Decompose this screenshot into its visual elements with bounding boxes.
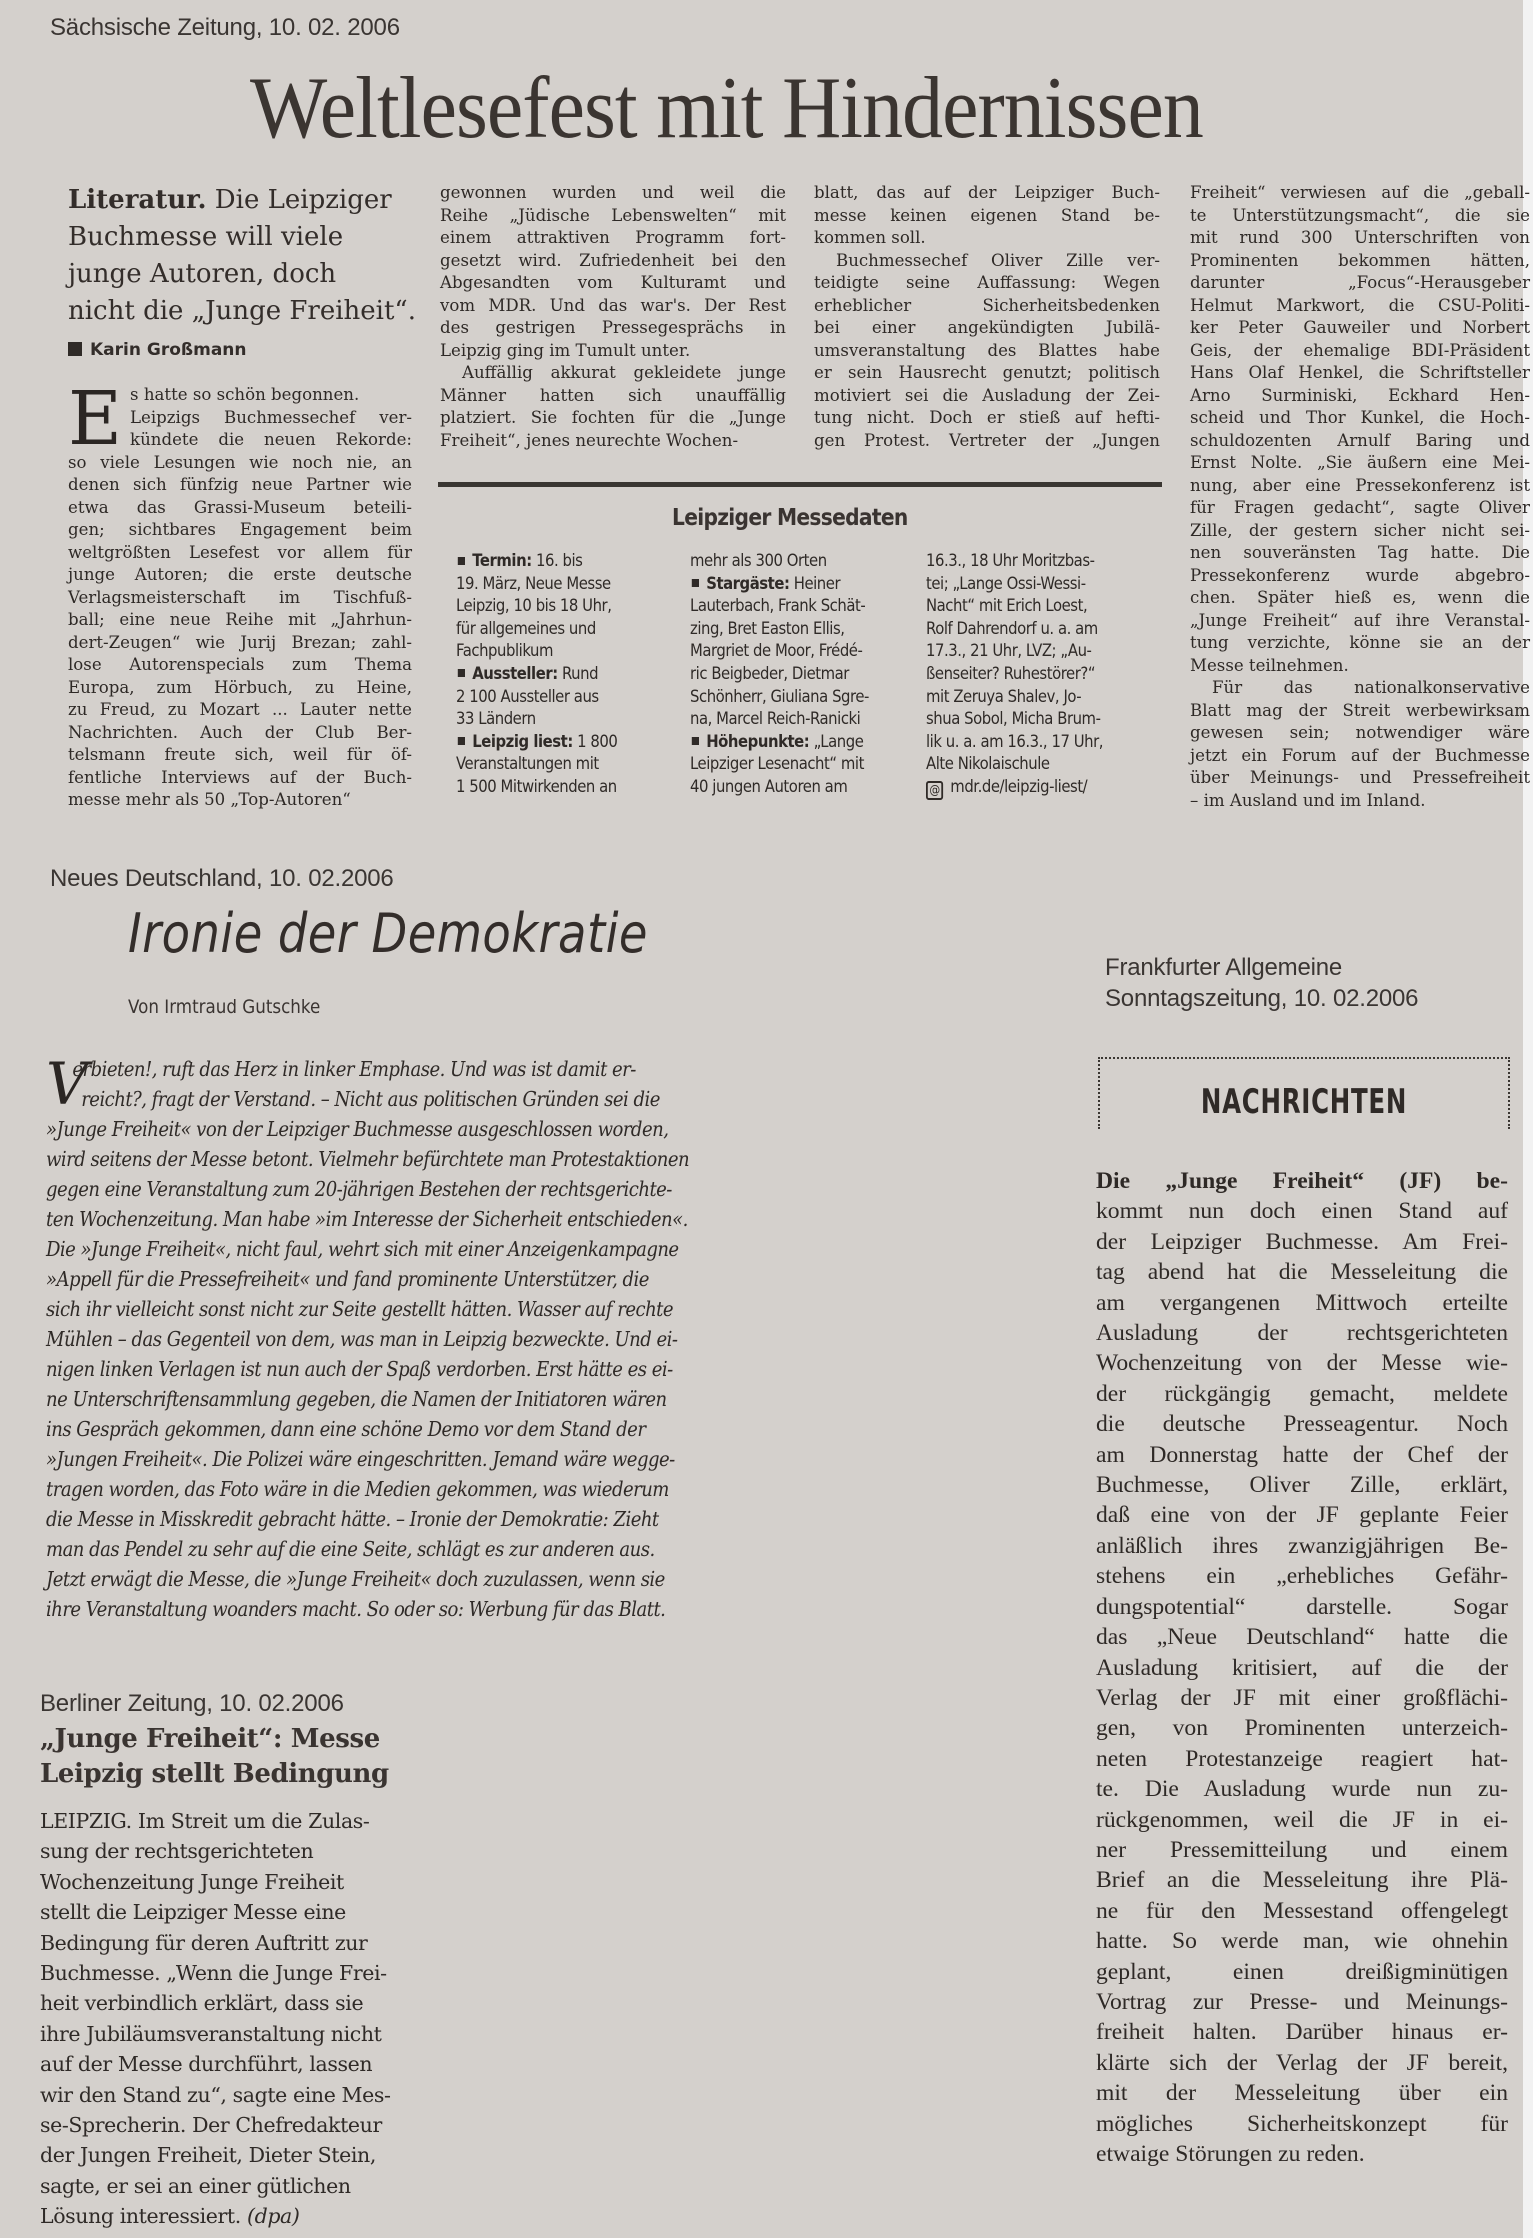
fact-key: Aussteller:: [472, 663, 558, 683]
fact-line: [926, 595, 1133, 618]
deck-kicker: Literatur.: [68, 185, 207, 215]
fact-line: [456, 753, 654, 776]
article-line: Leipzig ging im Tumult unter.: [440, 340, 691, 360]
article-line: Vortrag zur Presse- und Meinungs-: [1096, 1988, 1508, 2015]
fact-text: „Lange: [813, 731, 864, 751]
article-line: Prominenten bekommen hätten,: [1190, 250, 1530, 270]
article-line: bei einer angekündigten Jubilä-: [814, 318, 1160, 337]
article-line: Blatt mag der Streit werbewirksam: [1190, 700, 1530, 720]
fact-text: Rund: [561, 663, 599, 683]
fact-line: [690, 731, 897, 754]
fact-key: Stargäste:: [706, 573, 790, 593]
article-line: tag abend hat die Messeleitung die: [1096, 1259, 1508, 1286]
messedaten-column-3: [926, 550, 1133, 800]
article-line: nen souveränsten Tag hatte. Die: [1190, 543, 1530, 562]
article-line: Jetzt erwägt die Messe, die »Junge Freiheit« doch zuzulassen, wenn sie: [46, 1567, 665, 1591]
article-line: Arno Surminiski, Eckhard Hen-: [1190, 385, 1530, 405]
article-line: Freiheit“ verwiesen auf die „geball-: [1190, 183, 1530, 202]
article-line: lose Autorenspecials zum Thema: [68, 655, 412, 674]
article-line: te Unterstützungsmacht“, die sie: [1190, 205, 1530, 225]
article-line: kommt nun doch einen Stand auf: [1096, 1198, 1508, 1225]
article-line: „Junge Freiheit“ auf ihre Veranstal-: [1190, 610, 1530, 630]
article-line: mit der Messeleitung über ein: [1096, 2080, 1508, 2107]
article-line: gen, von Prominenten unterzeich-: [1096, 1715, 1508, 1742]
article-line: platziert. Sie fochten für die „Junge: [440, 408, 786, 427]
article-line: te. Die Ausladung wurde nun zu-: [1096, 1776, 1508, 1803]
article-line: nigen linken Verlagen ist nun auch der Spaß verdorben. Erst hätte es ei-: [46, 1357, 673, 1381]
fact-line: [926, 618, 1133, 641]
fact-text: 1 500 Mitwirkenden an: [456, 776, 617, 796]
byline-name: Karin Großmann: [90, 340, 247, 360]
fact-line: [456, 663, 654, 686]
sz-column-4: [1190, 182, 1530, 812]
fact-line: [456, 640, 654, 663]
article-line: sagte, er sei an einer gütlichen: [40, 2173, 351, 2198]
article-line: fentliche Interviews auf der Buch-: [68, 767, 412, 787]
article-line: hatte. So werde man, wie ohnehin: [1096, 1928, 1508, 1955]
fact-line: [690, 573, 897, 596]
sz-column-2: [440, 182, 786, 452]
article-line: blatt, das auf der Leipziger Buch-: [814, 183, 1160, 202]
article-line: Leipzigs Buchmessechef ver-: [130, 407, 412, 427]
article-line: »Junge Freiheit« von der Leipziger Buchmesse ausgeschlossen worden,: [46, 1117, 669, 1141]
article-line: motiviert sei die Ausladung der Zei-: [814, 385, 1160, 405]
web-link[interactable]: [926, 776, 1133, 800]
fact-text: shua Sobol, Micha Brum-: [926, 709, 1101, 729]
sz-column-3: [814, 182, 1160, 452]
article-line: se-Sprecherin. Der Chefredakteur: [40, 2113, 382, 2138]
article-line: ner Pressemitteilung und einem: [1096, 1836, 1508, 1863]
fact-line: [926, 573, 1133, 596]
fact-text: Leipziger Lesenacht“ mit: [690, 754, 864, 774]
fact-text: mit Zeruya Shalev, Jo-: [926, 686, 1082, 706]
article-line: junge Autoren; die erste deutsche: [68, 565, 412, 584]
article-line: auf der Messe durchführt, lassen: [40, 2052, 373, 2077]
headline-junge-freiheit: [40, 1722, 389, 1792]
dropcap-e: E: [68, 376, 123, 462]
article-line: mögliches Sicherheitskonzept für: [1096, 2110, 1508, 2137]
article-line: wird seitens der Messe betont. Vielmehr befürchtete man Protestaktionen: [46, 1147, 690, 1171]
fact-key: Termin:: [472, 551, 532, 570]
article-line: ker Peter Gauweiler und Norbert: [1190, 318, 1530, 337]
headline-line: „Junge Freiheit“: Messe: [40, 1724, 380, 1754]
fact-text: Lauterbach, Frank Schät-: [690, 596, 866, 616]
fact-line: [690, 776, 897, 799]
fact-text: 33 Ländern: [456, 709, 536, 729]
article-line: Ausladung der rechtsgerichteten: [1096, 1320, 1508, 1347]
fact-text: ric Beigbeder, Dietmar: [690, 663, 849, 683]
article-line: Verlag der JF mit einer großflächi-: [1096, 1684, 1508, 1711]
article-line: heit verbindlich erklärt, dass sie: [40, 1991, 364, 2016]
fact-text: Nacht“ mit Erich Loest,: [926, 596, 1088, 616]
article-line: Buchmessechef Oliver Zille ver-: [836, 250, 1160, 270]
source-berliner: Berliner Zeitung, 10. 02.2006: [40, 1690, 344, 1717]
fact-text: tei; „Lange Ossi-Wessi-: [926, 573, 1086, 593]
web-link-text[interactable]: mdr.de/leipzig-liest/: [950, 776, 1088, 796]
article-line: der Leipziger Buchmesse. Am Frei-: [1096, 1228, 1508, 1255]
article-line: zu Freud, zu Mozart ... Lauter nette: [68, 700, 412, 719]
article-line: Helmut Markwort, die CSU-Politi-: [1190, 295, 1530, 315]
bullet-square-icon: [692, 579, 699, 587]
source-neues-deutschland: Neues Deutschland, 10. 02.2006: [50, 865, 394, 892]
fact-text: 16.3., 18 Uhr Moritzbas-: [926, 551, 1095, 570]
fact-text: Margriet de Moor, Frédé-: [690, 641, 863, 661]
fact-line: [456, 573, 654, 596]
article-line: die deutsche Presseagentur. Noch: [1096, 1411, 1508, 1438]
article-line: das „Neue Deutschland“ hatte die: [1096, 1624, 1508, 1651]
article-line: Abgesandten vom Kulturamt und: [440, 273, 786, 292]
article-line: dert-Zeugen“ wie Jurij Brezan; zahl-: [68, 632, 412, 652]
article-line: weltgrößten Lesefest vor allem für: [68, 542, 412, 562]
deck-line: junge Autoren, doch: [68, 259, 337, 289]
messedaten-title: Leipziger Messedaten: [672, 505, 908, 531]
article-line: Für das nationalkonservative: [1212, 678, 1530, 697]
article-line: die Messe in Misskredit gebracht hätte. – Ironie der Demokratie: Zieht: [46, 1507, 659, 1531]
article-line: stehens ein „erhebliches Gefähr-: [1096, 1563, 1508, 1590]
fact-line: [456, 550, 654, 573]
article-line: Geis, der ehemalige BDI-Präsident: [1190, 340, 1530, 360]
article-line: mit rund 300 Unterschriften von: [1190, 228, 1530, 247]
headline-ironie: Ironie der Demokratie: [128, 902, 648, 965]
deck-line: Die Leipziger: [214, 185, 392, 215]
article-line: Bedingung für deren Auftritt zur: [40, 1930, 368, 1955]
article-line: ins Gespräch gekommen, dann eine schöne Demo vor dem Stand der: [46, 1417, 646, 1441]
source-saechsische: Sächsische Zeitung, 10. 02. 2006: [50, 14, 400, 41]
article-line: s hatte so schön begonnen.: [130, 385, 360, 404]
article-line: am vergangenen Mittwoch erteilte: [1096, 1289, 1508, 1316]
article-line: reicht?, fragt der Verstand. – Nicht aus politischen Gründen sei die: [81, 1087, 660, 1111]
fact-text: Heiner: [793, 573, 841, 593]
article-line: gen Protest. Vertreter der „Jungen: [814, 430, 1160, 450]
fact-line: [456, 595, 654, 618]
fact-text: na, Marcel Reich-Ranicki: [690, 709, 861, 729]
article-line: umsveranstaltung des Blattes habe: [814, 340, 1160, 360]
article-line: Messe teilnehmen.: [1190, 655, 1349, 675]
article-line: ihre Jubiläumsveranstaltung nicht: [40, 2021, 382, 2046]
article-line: – im Ausland und im Inland.: [1190, 790, 1426, 810]
article-line: Reihe „Jüdische Lebenswelten“ mit: [440, 205, 786, 225]
article-line: daß eine von der JF geplante Feier: [1096, 1502, 1508, 1529]
deck-line: Buchmesse will viele: [68, 222, 344, 252]
article-line: stellt die Leipziger Messe eine: [40, 1900, 346, 1925]
fact-text: 17.3., 21 Uhr, LVZ; „Au-: [926, 641, 1092, 661]
fact-line: [690, 640, 897, 663]
article-line: gewesen sein; notwendiger wäre: [1190, 723, 1530, 742]
article-line: gegen eine Veranstaltung zum 20-jährigen Bestehen der rechtsgerichte-: [46, 1177, 672, 1201]
article-line: erheblicher Sicherheitsbedenken: [814, 295, 1160, 315]
article-line: ne Unterschriftensammlung gegeben, die Namen der Initiatoren wären: [46, 1387, 667, 1411]
fact-text: Fachpublikum: [456, 641, 554, 661]
article-line: kommen soll.: [814, 228, 926, 247]
article-line: gen; sichtbares Engagement beim: [68, 520, 412, 539]
article-line: so viele Lesungen wie noch nie, an: [68, 452, 412, 472]
fact-text: ßenseiter? Ruhestörer?“: [926, 663, 1096, 683]
article-line: freiheit halten. Darüber hinaus er-: [1096, 2019, 1508, 2046]
fact-text: Leipzig, 10 bis 18 Uhr,: [456, 596, 612, 616]
article-line: wir den Stand zu“, sagte eine Mes-: [40, 2082, 391, 2107]
article-line: vom MDR. Und das war's. Der Rest: [440, 295, 786, 315]
article-line: des gestrigen Pressegesprächs in: [440, 318, 786, 337]
source-faz-line2: Sonntagszeitung, 10. 02.2006: [1105, 985, 1419, 1012]
article-line: sung der rechtsgerichteten: [40, 1839, 314, 1864]
article-line: »Jungen Freiheit«. Die Polizei wäre eingeschritten. Jemand wäre wegge-: [46, 1447, 675, 1471]
web-link-icon: @: [926, 781, 943, 800]
article-line: gewonnen wurden und weil die: [440, 183, 786, 202]
nachrichten-title: NACHRICHTEN: [1200, 1082, 1408, 1122]
fact-text: Schönherr, Giuliana Sgre-: [690, 686, 869, 706]
fact-text: 19. März, Neue Messe: [456, 573, 611, 593]
sz-column-1: [68, 376, 412, 812]
bullet-square-icon: [692, 737, 699, 745]
fact-line: [926, 640, 1133, 663]
fact-line: [456, 708, 654, 731]
article-line: Nachrichten. Auch der Club Ber-: [68, 722, 412, 742]
fact-key: Höhepunkte:: [706, 731, 810, 751]
fact-line: [456, 731, 654, 754]
fact-line: [690, 663, 897, 686]
fact-line: [690, 595, 897, 618]
article-line: der rückgängig gemacht, meldete: [1096, 1380, 1508, 1407]
fact-text: für allgemeines und: [456, 618, 596, 638]
fact-line: [926, 686, 1133, 709]
deck-text: [68, 182, 428, 330]
article-line: sich ihr vielleicht sonst nicht zur Seite gestellt hätten. Wasser auf rechte: [46, 1297, 674, 1321]
bullet-square-icon: [458, 737, 465, 745]
article-line-text: Lösung interessiert.: [40, 2204, 241, 2229]
article-line: tragen worden, das Foto wäre in die Medien gekommen, was wiederum: [46, 1477, 669, 1501]
fact-line: [456, 776, 654, 799]
article-line: ne für den Messestand offengelegt: [1096, 1897, 1508, 1924]
article-line: tung nicht. Doch er stieß auf hefti-: [814, 408, 1160, 427]
article-line: Männer hatten sich unauffällig: [440, 385, 786, 405]
article-line: er sein Hausrecht genutzt; politisch: [814, 363, 1160, 382]
article-line: am Donnerstag hatte der Chef der: [1096, 1441, 1508, 1468]
article-line: Pressekonferenz wurde abgebro-: [1190, 565, 1530, 585]
bullet-square-icon: [458, 557, 465, 565]
faz-article-body: [1096, 1166, 1508, 2169]
article-line: rückgenommen, weil die JF in ei-: [1096, 1806, 1508, 1833]
fact-text: Rolf Dahrendorf u. a. am: [926, 618, 1098, 638]
nd-article-body: [46, 1050, 866, 1624]
article-line: Mühlen – das Gegenteil von dem, was man in Leipzig bezweckte. Und ei-: [46, 1327, 678, 1351]
fact-line: [690, 618, 897, 641]
headline-line: Leipzig stellt Bedingung: [40, 1759, 389, 1789]
agency-credit: (dpa): [247, 2204, 300, 2229]
fact-text: mehr als 300 Orten: [690, 551, 827, 570]
source-faz-line1: Frankfurter Allgemeine: [1105, 954, 1343, 981]
article-line: gesetzt wird. Zufriedenheit bei den: [440, 250, 786, 270]
article-line: man das Pendel zu sehr auf die eine Seite, schlägt es zur anderen aus.: [46, 1537, 655, 1561]
deck-line: nicht die „Junge Freiheit“.: [68, 296, 416, 326]
article-line: [40, 2201, 440, 2231]
article-line: messe mehr als 50 „Top-Autoren“: [68, 790, 351, 809]
byline-square-icon: [68, 342, 82, 356]
article-line: ten Wochenzeitung. Man habe »im Interesse der Sicherheit entschieden«.: [46, 1207, 688, 1231]
article-line: chen. Später hieß es, wenn die: [1190, 588, 1530, 607]
fact-text: 2 100 Aussteller aus: [456, 686, 599, 706]
messedaten-column-1: [456, 550, 654, 799]
article-line: der Jungen Freiheit, Dieter Stein,: [40, 2143, 376, 2168]
fact-line: [690, 550, 897, 573]
fact-line: [690, 708, 897, 731]
article-line: geplant, einen dreißigminütigen: [1096, 1958, 1508, 1985]
article-line: für Fragen gedacht“, sagte Oliver: [1190, 498, 1530, 517]
fact-text: lik u. a. am 16.3., 17 Uhr,: [926, 731, 1104, 751]
article-line: erbieten!, ruft das Herz in linker Emphase. Und was ist damit er-: [72, 1057, 636, 1081]
article-line: Freiheit“, jenes neurechte Wochen-: [440, 430, 739, 450]
fact-line: [926, 550, 1133, 573]
article-line: Europa, zum Hörbuch, zu Heine,: [68, 677, 412, 697]
messedaten-top-rule: [438, 482, 1162, 487]
article-line: anläßlich ihres zwanzigjährigen Be-: [1096, 1532, 1508, 1559]
article-line: Zille, der gestern sicher nicht sei-: [1190, 520, 1530, 540]
article-line: denen sich fünfzig neue Partner wie: [68, 475, 412, 494]
article-line: einem attraktiven Programm fort-: [440, 228, 786, 247]
faz-lead: Die „Junge Freiheit“ (JF) be-: [1096, 1168, 1508, 1194]
fact-text: Alte Nikolaischule: [926, 754, 1050, 774]
article-line: etwa das Grassi-Museum beteili-: [68, 497, 412, 517]
messedaten-column-2: [690, 550, 897, 799]
article-line: kündete die neuen Rekorde:: [130, 430, 412, 449]
fact-line: [456, 686, 654, 709]
article-line: Die »Junge Freiheit«, nicht faul, wehrt sich mit einer Anzeigenkampagne: [46, 1237, 679, 1261]
article-line: Ausladung kritisiert, auf die der: [1096, 1654, 1508, 1681]
article-line: jetzt ein Forum auf der Buchmesse: [1190, 745, 1530, 765]
article-line: messe keinen eigenen Stand be-: [814, 205, 1160, 225]
article-line: Brief an die Messeleitung ihre Plä-: [1096, 1867, 1508, 1894]
fact-text: 40 jungen Autoren am: [690, 776, 848, 796]
byline-gutschke: Von Irmtraud Gutschke: [128, 996, 321, 1018]
article-line: dungspotential“ darstelle. Sogar: [1096, 1593, 1508, 1620]
fact-line: [926, 663, 1133, 686]
byline-karin: [68, 340, 247, 360]
fact-text: 16. bis: [535, 551, 583, 570]
article-line: LEIPZIG. Im Streit um die Zulas-: [40, 1809, 370, 1833]
fact-line: [690, 686, 897, 709]
headline-weltlesefest: Weltlesefest mit Hindernissen: [250, 60, 1203, 157]
article-line: Buchmesse, Oliver Zille, erklärt,: [1096, 1472, 1508, 1499]
article-line: ihre Veranstaltung woanders macht. So oder so: Werbung für das Blatt.: [46, 1597, 666, 1621]
fact-text: zing, Bret Easton Ellis,: [690, 618, 845, 638]
fact-text: Veranstaltungen mit: [456, 754, 599, 774]
bullet-square-icon: [458, 669, 465, 677]
article-line: nung, aber eine Pressekonferenz ist: [1190, 475, 1530, 495]
article-line: scheid und Thor Kunkel, die Hoch-: [1190, 408, 1530, 427]
article-line: etwaige Störungen zu reden.: [1096, 2141, 1365, 2167]
article-line: Hans Olaf Henkel, die Schriftsteller: [1190, 363, 1530, 382]
article-line: tung verzichte, könne sie an der: [1190, 633, 1530, 652]
article-line: Ernst Nolte. „Sie äußern eine Mei-: [1190, 453, 1530, 472]
source-faz: [1105, 952, 1418, 1014]
article-line: telsmann freute sich, weil für öf-: [68, 745, 412, 764]
article-line: neten Protestanzeige reagiert hat-: [1096, 1745, 1508, 1772]
article-line: Wochenzeitung Junge Freiheit: [40, 1869, 344, 1894]
article-line: »Appell für die Pressefreiheit« und fand prominente Unterstützer, die: [46, 1267, 649, 1291]
article-line: Wochenzeitung von der Messe wie-: [1096, 1350, 1508, 1377]
article-line: Auffällig akkurat gekleidete junge: [462, 363, 786, 382]
article-line: ball; eine neue Reihe mit „Jahrhun-: [68, 610, 412, 629]
article-line: schuldozenten Arnulf Baring und: [1190, 430, 1530, 450]
fact-line: [456, 618, 654, 641]
article-line: teidigte seine Auffassung: Wegen: [814, 273, 1160, 292]
fact-key: Leipzig liest:: [472, 731, 573, 751]
article-line: klärte sich der Verlag der JF bereit,: [1096, 2049, 1508, 2076]
fact-line: [926, 731, 1133, 754]
article-line: darunter „Focus“-Herausgeber: [1190, 273, 1530, 292]
fact-line: [926, 753, 1133, 776]
fact-line: [926, 708, 1133, 731]
dropcap-v: V: [46, 1050, 88, 1118]
article-line: über Meinungs- und Pressefreiheit: [1190, 768, 1530, 787]
fact-line: [690, 753, 897, 776]
bz-article-body: [40, 1806, 440, 2232]
article-line: Verlagsmeisterschaft im Tischfuß-: [68, 587, 412, 607]
fact-text: 1 800: [577, 731, 618, 751]
article-line: Buchmesse. „Wenn die Junge Frei-: [40, 1961, 387, 1986]
